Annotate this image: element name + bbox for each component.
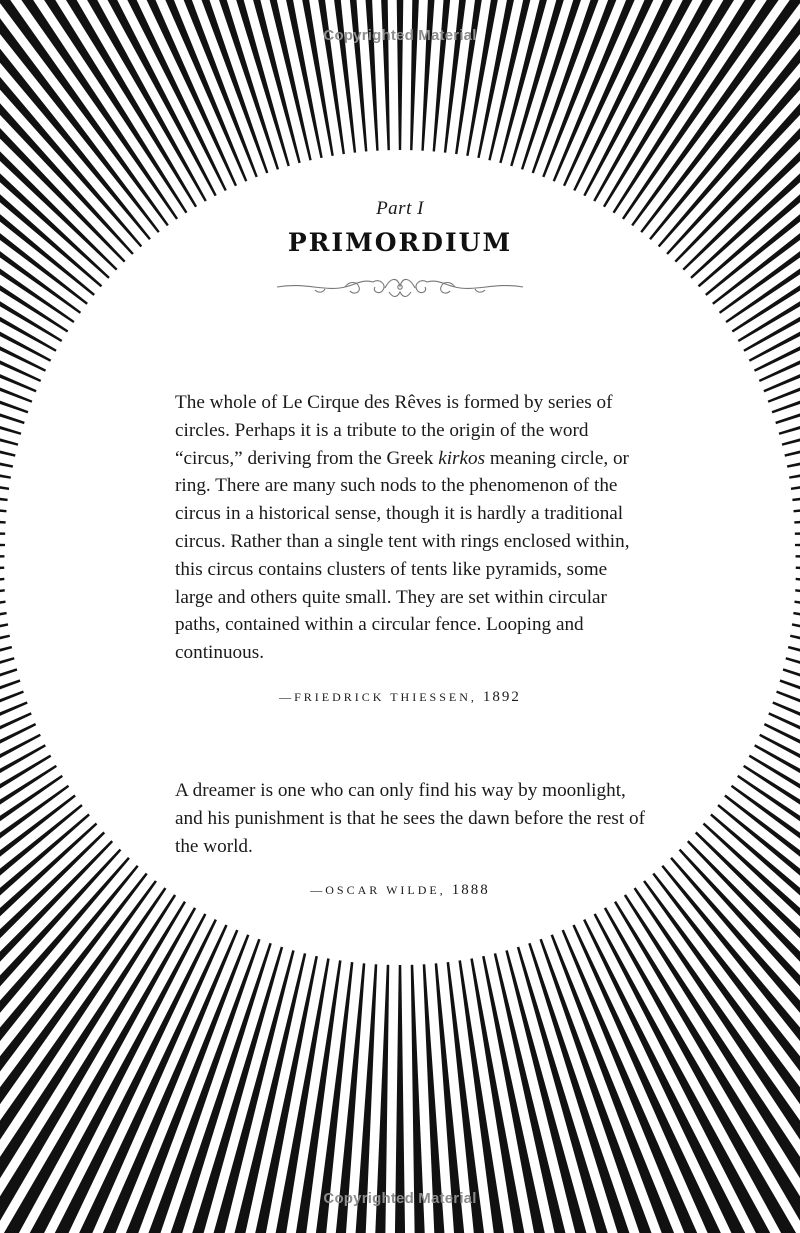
sunburst-ray (796, 566, 800, 696)
attribution-thiessen (0, 689, 800, 706)
sunburst-ray (0, 578, 4, 760)
sunburst-ray (374, 0, 427, 150)
epigraph-wilde: A dreamer is one who can only find his way by moonlight, and his punishment is that he sees the dawn before the rest of the world. (175, 780, 645, 857)
copyright-watermark-bottom: Copyrighted Material (323, 1190, 477, 1207)
epigraph-text-part-1: The whole of Le Cirque des Rêves is formed by series of circles. Perhaps it is a tribute to the origin of the word “circus,” deriving from the Greek (175, 392, 613, 469)
sunburst-ray (796, 578, 800, 760)
sunburst-ray (743, 0, 800, 352)
sunburst-ray (0, 0, 57, 352)
sunburst-ray (0, 519, 5, 572)
sunburst-ray (793, 330, 800, 512)
sunburst-ray (795, 519, 800, 572)
part-title: PRIMORDIUM (287, 228, 513, 257)
part-label: Part I (376, 198, 424, 219)
epigraph-text-part-2: meaning circle, or ring. There are many such nods to the phenomenon of the circus in a historical sense, though it is hardly a traditional circus. Rather than a single tent with rings enclosed within, this circus contains clusters of tents like pyramids, some large and others quite small. They are set within circular paths, contained within a circular fence. Looping and continuous. (175, 447, 630, 664)
attribution-wilde (0, 882, 800, 899)
attribution-author: —OSCAR WILDE, (310, 883, 446, 897)
sunburst-ray (0, 566, 4, 696)
attribution-author: —FRIEDRICK THIESSEN, (279, 690, 477, 704)
attribution-year: 1888 (451, 882, 490, 898)
epigraph-thiessen (175, 389, 645, 667)
attribution-year: 1892 (482, 689, 521, 705)
copyright-watermark-top: Copyrighted Material (323, 27, 477, 44)
sunburst-ray (0, 330, 7, 512)
epigraph-italic-word: kirkos (438, 447, 486, 469)
sunburst-ray (0, 393, 6, 524)
flourish-ornament-divider (275, 272, 525, 302)
sunburst-ray (794, 393, 800, 524)
